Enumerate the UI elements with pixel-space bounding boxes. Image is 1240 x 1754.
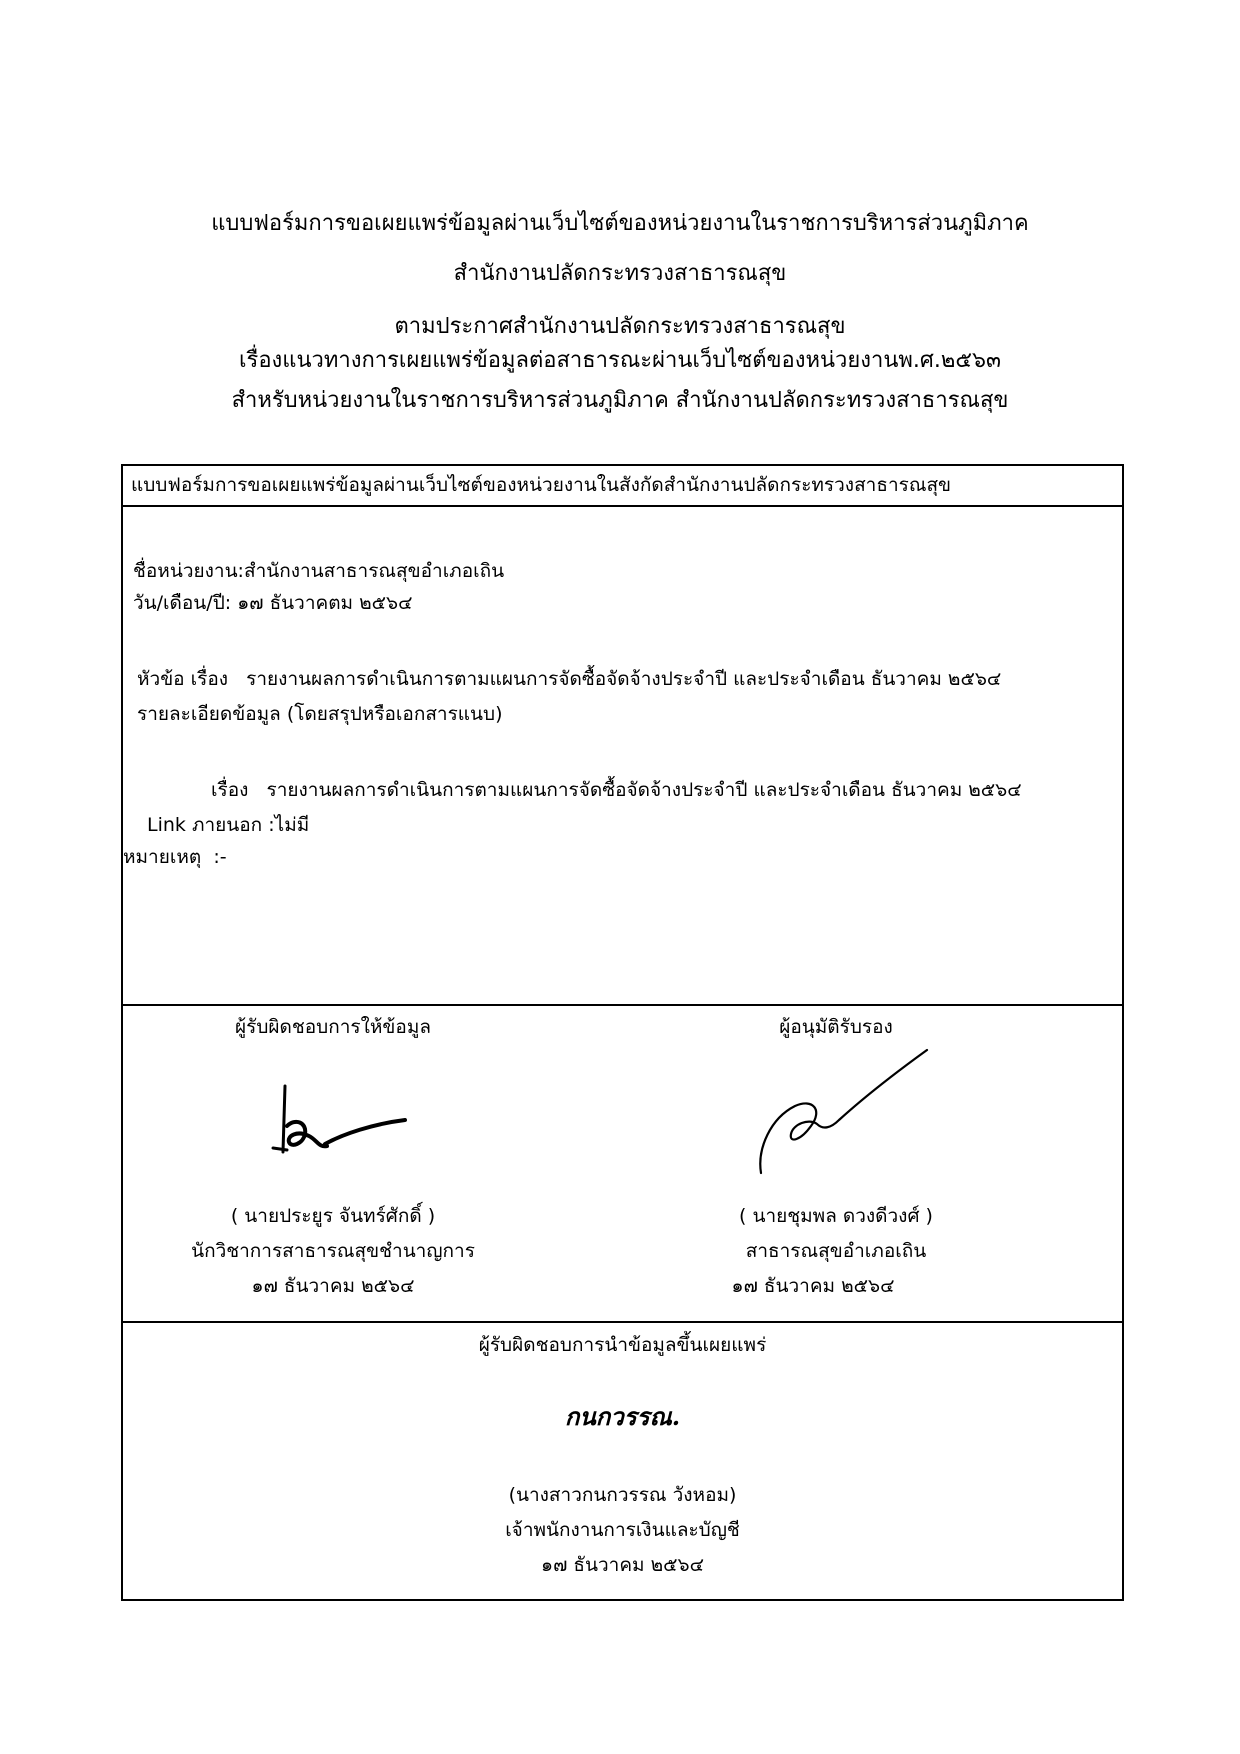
agency-row (133, 558, 504, 584)
approver-position: สาธารณสุขอำเภอเถิน (745, 1240, 927, 1262)
subject-value: รายงานผลการดำเนินการตามแผนการจัดซื้อจัดจ้างประจำปี และประจำเดือน ธันวาคม ๒๕๖๔ (266, 779, 1022, 801)
publisher-date: ๑๗ ธันวาคม ๒๕๖๔ (541, 1554, 704, 1576)
approver-role-heading: ผู้อนุมัติรับรอง (779, 1016, 893, 1038)
remark-value: :- (213, 846, 227, 868)
date-label: วัน/เดือน/ปี: (133, 592, 232, 614)
publisher-name: (นางสาวกนกวรรณ วังหอม) (508, 1484, 737, 1506)
table-divider-title (123, 505, 1122, 507)
publisher-role-heading: ผู้รับผิดชอบการนำข้อมูลขึ้นเผยแพร่ (478, 1334, 767, 1356)
link-row (147, 812, 309, 838)
agency-value: สำนักงานสาธารณสุขอำเภอเถิน (243, 560, 505, 582)
subject-label: เรื่อง (211, 779, 249, 801)
table-divider-signatures (123, 1004, 1122, 1006)
form-heading-line-3: ตามประกาศสำนักงานปลัดกระทรวงสาธารณสุข (394, 314, 846, 339)
approver-signature-image (751, 1048, 931, 1178)
topic-value: รายงานผลการดำเนินการตามแผนการจัดซื้อจัดจ้างประจำปี และประจำเดือน ธันวาคม ๒๕๖๔ (246, 668, 1002, 690)
form-heading-line-1: แบบฟอร์มการขอเผยแพร่ข้อมูลผ่านเว็บไซต์ของหน่วยงานในราชการบริหารส่วนภูมิภาค (211, 211, 1029, 236)
remark-label: หมายเหตุ (123, 846, 202, 868)
approver-date: ๑๗ ธันวาคม ๒๕๖๔ (731, 1275, 895, 1297)
publisher-position: เจ้าพนักงานการเงินและบัญชี (505, 1519, 740, 1541)
provider-date: ๑๗ ธันวาคม ๒๕๖๔ (251, 1275, 415, 1297)
form-table (121, 464, 1124, 1601)
detail-label: รายละเอียดข้อมูล (โดยสรุปหรือเอกสารแนบ) (137, 703, 503, 725)
approver-name: ( นายชุมพล ดวงดีวงศ์ ) (739, 1205, 933, 1227)
provider-role-heading: ผู้รับผิดชอบการให้ข้อมูล (235, 1016, 431, 1038)
form-heading-line-5: สำหรับหน่วยงานในราชการบริหารส่วนภูมิภาค สำนักงานปลัดกระทรวงสาธารณสุข (231, 388, 1009, 413)
link-label: Link ภายนอก (147, 814, 263, 836)
form-heading-line-2: สำนักงานปลัดกระทรวงสาธารณสุข (453, 261, 787, 286)
topic-label: หัวข้อ เรื่อง (137, 668, 229, 690)
topic-row (137, 666, 1001, 692)
provider-signature-image (253, 1078, 413, 1160)
provider-position: นักวิชาการสาธารณสุขชำนาญการ (191, 1240, 475, 1262)
table-divider-publisher (123, 1321, 1122, 1323)
subject-row (211, 777, 1022, 803)
table-title: แบบฟอร์มการขอเผยแพร่ข้อมูลผ่านเว็บไซต์ของหน่วยงานในสังกัดสำนักงานปลัดกระทรวงสาธารณสุข (131, 474, 952, 496)
date-row (133, 590, 412, 616)
remark-row (123, 844, 227, 870)
link-value: :ไม่มี (268, 814, 310, 836)
date-value: ๑๗ ธันวาคตม ๒๕๖๔ (237, 592, 413, 614)
agency-label: ชื่อหน่วยงาน: (133, 560, 244, 582)
publisher-signature: กนกวรรณ. (564, 1402, 681, 1431)
provider-name: ( นายประยูร จันทร์ศักดิ์ ) (230, 1205, 436, 1227)
form-heading-line-4: เรื่องแนวทางการเผยแพร่ข้อมูลต่อสาธารณะผ่านเว็บไซต์ของหน่วยงานพ.ศ.๒๕๖๓ (238, 348, 1002, 373)
